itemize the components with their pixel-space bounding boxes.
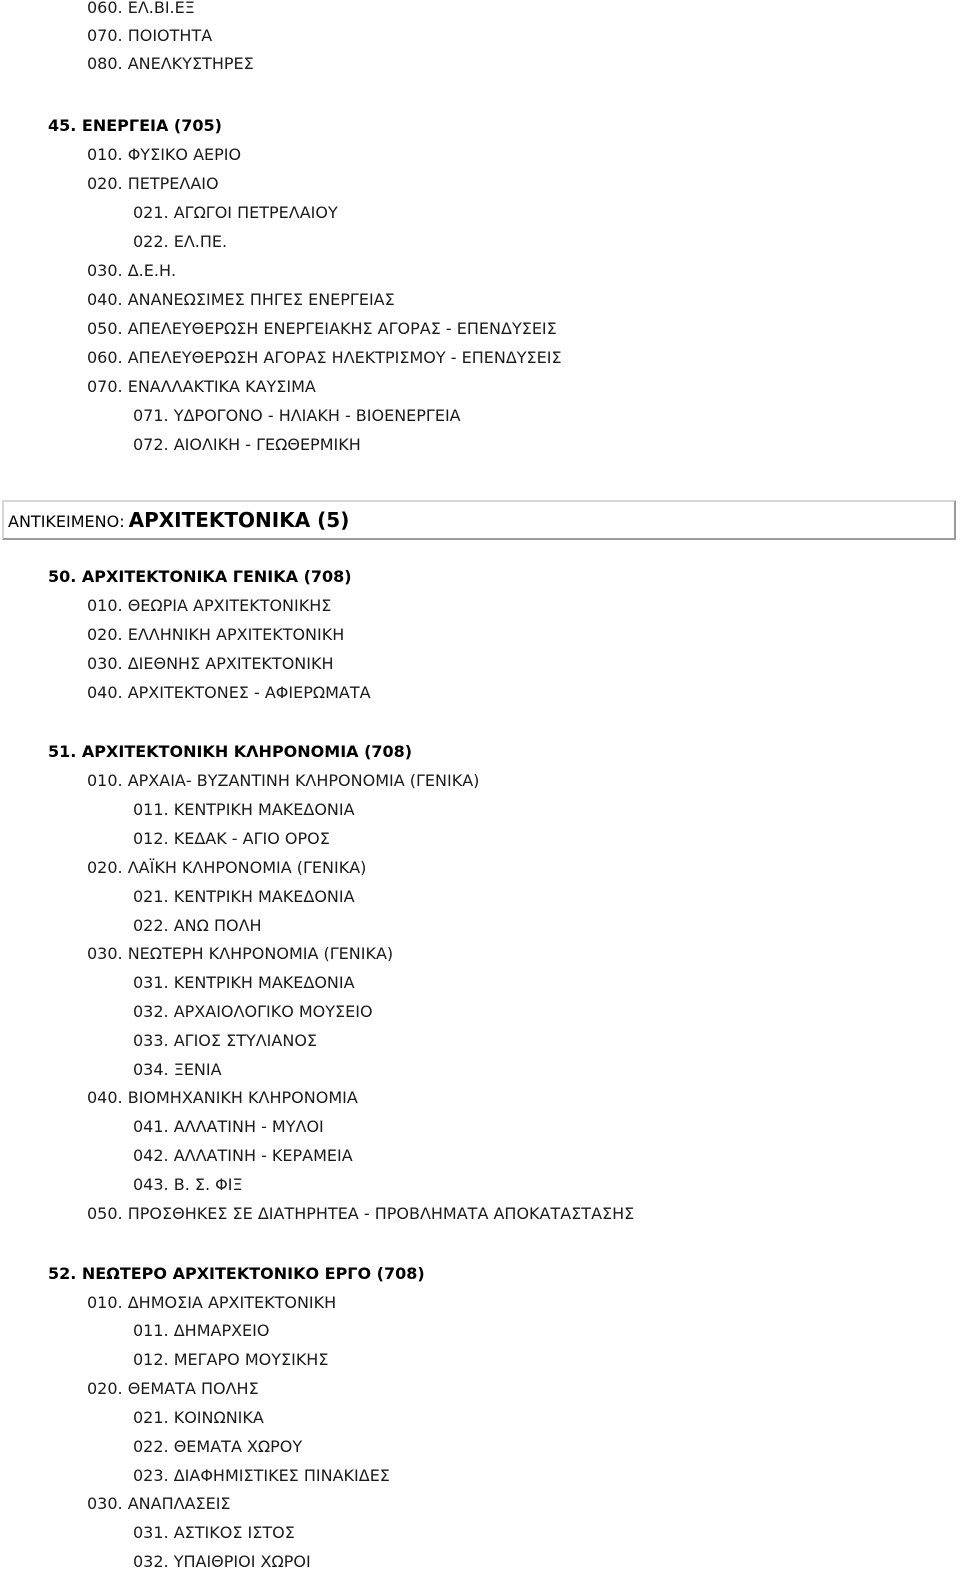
list-item: 060. ΑΠΕΛΕΥΘΕΡΩΣΗ ΑΓΟΡΑΣ ΗΛΕΚΤΡΙΣΜΟΥ - ΕΠΕΝΔΥΣΕΙΣ xyxy=(87,348,562,367)
list-item: 022. ΘΕΜΑΤΑ ΧΩΡΟΥ xyxy=(133,1437,303,1456)
subject-label: ΑΝΤΙΚΕΙΜΕΝΟ: xyxy=(8,512,125,531)
section-heading: 52. ΝΕΩΤΕΡΟ ΑΡΧΙΤΕΚΤΟΝΙΚΟ ΕΡΓΟ (708) xyxy=(48,1264,425,1283)
list-item: 032. ΑΡΧΑΙΟΛΟΓΙΚΟ ΜΟΥΣΕΙΟ xyxy=(133,1002,373,1021)
list-item: 011. ΔΗΜΑΡΧΕΙΟ xyxy=(133,1321,270,1340)
list-item: 021. ΑΓΩΓΟΙ ΠΕΤΡΕΛΑΙΟΥ xyxy=(133,203,338,222)
list-item: 070. ΕΝΑΛΛΑΚΤΙΚΑ ΚΑΥΣΙΜΑ xyxy=(87,377,316,396)
list-item: 030. Δ.Ε.Η. xyxy=(87,261,177,280)
list-item: 020. ΕΛΛΗΝΙΚΗ ΑΡΧΙΤΕΚΤΟΝΙΚΗ xyxy=(87,625,345,644)
list-item: 040. ΒΙΟΜΗΧΑΝΙΚΗ ΚΛΗΡΟΝΟΜΙΑ xyxy=(87,1088,358,1107)
list-item: 080. ΑΝΕΛΚΥΣΤΗΡΕΣ xyxy=(87,54,254,73)
list-item: 050. ΑΠΕΛΕΥΘΕΡΩΣΗ ΕΝΕΡΓΕΙΑΚΗΣ ΑΓΟΡΑΣ - ΕΠΕΝΔΥΣΕΙΣ xyxy=(87,319,557,338)
list-item: 042. ΑΛΛΑΤΙΝΗ - ΚΕΡΑΜΕΙΑ xyxy=(133,1146,353,1165)
list-item: 030. ΝΕΩΤΕΡΗ ΚΛΗΡΟΝΟΜΙΑ (ΓΕΝΙΚΑ) xyxy=(87,944,394,963)
subject-value: ΑΡΧΙΤΕΚΤΟΝΙΚΑ (5) xyxy=(128,508,350,532)
section-heading: 50. ΑΡΧΙΤΕΚΤΟΝΙΚΑ ΓΕΝΙΚΑ (708) xyxy=(48,567,352,586)
list-item: 040. ΑΡΧΙΤΕΚΤΟΝΕΣ - ΑΦΙΕΡΩΜΑΤΑ xyxy=(87,683,371,702)
list-item: 020. ΠΕΤΡΕΛΑΙΟ xyxy=(87,174,219,193)
list-item: 040. ΑΝΑΝΕΩΣΙΜΕΣ ΠΗΓΕΣ ΕΝΕΡΓΕΙΑΣ xyxy=(87,290,395,309)
section-heading: 51. ΑΡΧΙΤΕΚΤΟΝΙΚΗ ΚΛΗΡΟΝΟΜΙΑ (708) xyxy=(48,742,413,761)
list-item: 012. ΜΕΓΑΡΟ ΜΟΥΣΙΚΗΣ xyxy=(133,1350,329,1369)
section-heading: 45. ΕΝΕΡΓΕΙΑ (705) xyxy=(48,116,222,135)
subject-banner xyxy=(2,500,956,540)
list-item: 071. ΥΔΡΟΓΟΝΟ - ΗΛΙΑΚΗ - ΒΙΟΕΝΕΡΓΕΙΑ xyxy=(133,406,461,425)
list-item: 031. ΑΣΤΙΚΟΣ ΙΣΤΟΣ xyxy=(133,1523,295,1542)
list-item: 033. ΑΓΙΟΣ ΣΤΥΛΙΑΝΟΣ xyxy=(133,1031,318,1050)
list-item: 020. ΘΕΜΑΤΑ ΠΟΛΗΣ xyxy=(87,1379,259,1398)
list-item: 010. ΦΥΣΙΚΟ ΑΕΡΙΟ xyxy=(87,145,242,164)
subject-line xyxy=(8,510,349,532)
list-item: 070. ΠΟΙΟΤΗΤΑ xyxy=(87,26,213,45)
list-item: 050. ΠΡΟΣΘΗΚΕΣ ΣΕ ΔΙΑΤΗΡΗΤΕΑ - ΠΡΟΒΛΗΜΑΤΑ ΑΠΟΚΑΤΑΣΤΑΣΗΣ xyxy=(87,1204,635,1223)
list-item: 020. ΛΑΪΚΗ ΚΛΗΡΟΝΟΜΙΑ (ΓΕΝΙΚΑ) xyxy=(87,858,367,877)
list-item: 021. ΚΟΙΝΩΝΙΚΑ xyxy=(133,1408,264,1427)
list-item: 023. ΔΙΑΦΗΜΙΣΤΙΚΕΣ ΠΙΝΑΚΙΔΕΣ xyxy=(133,1466,390,1485)
list-item: 043. Β. Σ. ΦΙΞ xyxy=(133,1175,243,1194)
list-item: 021. ΚΕΝΤΡΙΚΗ ΜΑΚΕΔΟΝΙΑ xyxy=(133,887,355,906)
list-item: 060. ΕΛ.ΒΙ.ΕΞ xyxy=(87,0,195,17)
list-item: 072. ΑΙΟΛΙΚΗ - ΓΕΩΘΕΡΜΙΚΗ xyxy=(133,435,361,454)
list-item: 012. ΚΕΔΑΚ - ΑΓΙΟ ΟΡΟΣ xyxy=(133,829,330,848)
list-item: 030. ΑΝΑΠΛΑΣΕΙΣ xyxy=(87,1494,231,1513)
list-item: 022. ΕΛ.ΠΕ. xyxy=(133,232,228,251)
list-item: 011. ΚΕΝΤΡΙΚΗ ΜΑΚΕΔΟΝΙΑ xyxy=(133,800,355,819)
list-item: 022. ΑΝΩ ΠΟΛΗ xyxy=(133,916,262,935)
list-item: 034. ΞΕΝΙΑ xyxy=(133,1060,222,1079)
list-item: 030. ΔΙΕΘΝΗΣ ΑΡΧΙΤΕΚΤΟΝΙΚΗ xyxy=(87,654,334,673)
list-item: 031. ΚΕΝΤΡΙΚΗ ΜΑΚΕΔΟΝΙΑ xyxy=(133,973,355,992)
list-item: 032. ΥΠΑΙΘΡΙΟΙ ΧΩΡΟΙ xyxy=(133,1552,311,1571)
list-item: 010. ΘΕΩΡΙΑ ΑΡΧΙΤΕΚΤΟΝΙΚΗΣ xyxy=(87,596,332,615)
list-item: 041. ΑΛΛΑΤΙΝΗ - ΜΥΛΟΙ xyxy=(133,1117,324,1136)
list-item: 010. ΑΡΧΑΙΑ- ΒΥΖΑΝΤΙΝΗ ΚΛΗΡΟΝΟΜΙΑ (ΓΕΝΙΚΑ) xyxy=(87,771,480,790)
list-item: 010. ΔΗΜΟΣΙΑ ΑΡΧΙΤΕΚΤΟΝΙΚΗ xyxy=(87,1293,337,1312)
